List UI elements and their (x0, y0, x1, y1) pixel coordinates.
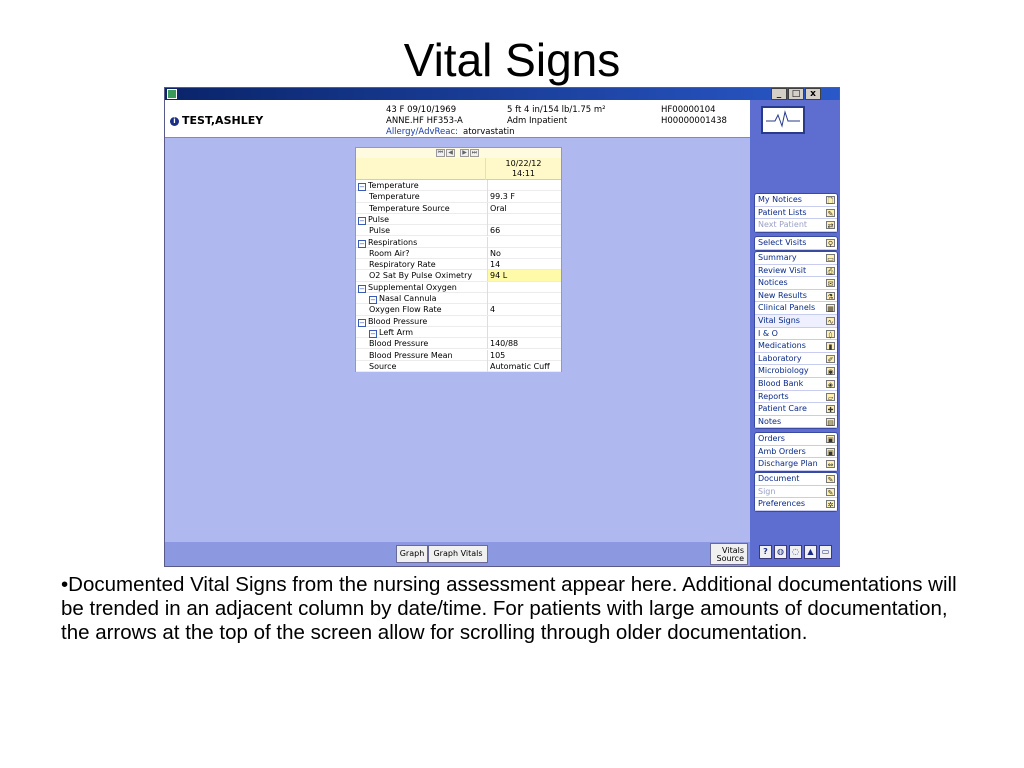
row-value (487, 327, 561, 338)
collapse-icon[interactable]: − (370, 329, 376, 338)
vitals-grid (355, 147, 562, 372)
row-label-text: Nasal Cannula (379, 294, 437, 303)
bottom-toolbar (165, 542, 750, 566)
sidebar-item-label: New Results (758, 290, 807, 300)
row-label (369, 248, 410, 259)
sidebar-item-next-patient (755, 219, 837, 232)
column-time: 14:11 (511, 169, 536, 178)
grid-data-row[interactable] (356, 270, 561, 281)
sidebar-item-review-visit[interactable] (755, 265, 837, 278)
grid-data-row[interactable] (356, 304, 561, 315)
slide-title: Vital Signs (403, 34, 621, 86)
sidebar-item-document[interactable] (755, 473, 837, 486)
collapse-icon[interactable]: − (359, 239, 365, 248)
row-value: 4 (487, 304, 561, 315)
sidebar-item-sign (755, 486, 837, 499)
collapse-icon[interactable]: − (359, 318, 365, 327)
blood-bank-icon: ◈ (827, 380, 834, 389)
row-value (487, 282, 561, 293)
row-label (369, 293, 437, 304)
row-label-text: Temperature (368, 181, 419, 190)
column-date: 10/22/12 (505, 159, 542, 168)
row-label-text: Room Air? (369, 248, 410, 258)
graph-vitals-button[interactable]: Graph Vitals (428, 545, 488, 563)
sidebar-item-label: I & O (758, 328, 778, 338)
tool-4-button[interactable]: ▲ (804, 545, 817, 559)
grid-data-row[interactable] (356, 203, 561, 214)
collapse-icon[interactable]: − (359, 216, 365, 225)
close-button[interactable]: x (805, 88, 821, 100)
prev-page-icon[interactable]: ◀ (446, 149, 455, 157)
my-notices-icon: 🗋 (827, 197, 834, 205)
sidebar-item-label: My Notices (758, 195, 802, 204)
sidebar-item-i-o[interactable] (755, 328, 837, 341)
help-button[interactable]: ? (759, 545, 772, 559)
patient-care-icon: ✚ (827, 406, 834, 415)
row-label-text: Oxygen Flow Rate (369, 305, 442, 315)
row-label (358, 214, 389, 225)
heartbeat-icon (763, 108, 803, 132)
row-value: No (487, 248, 561, 259)
vitals-source-line2: Source (716, 554, 744, 563)
grid-group-row[interactable] (356, 293, 561, 304)
row-label (369, 350, 453, 361)
sidebar-item-microbiology[interactable] (755, 365, 837, 378)
row-label (369, 259, 436, 270)
graph-button[interactable]: Graph (396, 545, 428, 563)
row-label-text: Pulse (368, 214, 390, 224)
mrn-2: H00000001438 (661, 116, 727, 126)
sidebar-item-summary[interactable] (755, 252, 837, 265)
grid-nav-row (356, 148, 561, 158)
grid-group-row[interactable] (356, 282, 561, 293)
sidebar-item-label: Next Patient (758, 220, 808, 230)
sidebar-group (754, 193, 838, 233)
sidebar-item-label: Medications (758, 341, 806, 351)
sidebar-item-label: Document (758, 474, 800, 483)
app-icon (167, 89, 177, 99)
grid-data-row[interactable] (356, 248, 561, 259)
row-label-text: O2 Sat By Pulse Oximetry (369, 271, 473, 281)
row-label-text: Respirations (368, 237, 418, 247)
row-label (369, 191, 420, 202)
row-label-text: Source (369, 361, 397, 371)
next-page-icon[interactable]: ▶ (460, 149, 469, 157)
row-value: 14 (487, 259, 561, 270)
sidebar-item-patient-care[interactable] (755, 403, 837, 416)
info-icon[interactable]: i (170, 117, 179, 126)
sidebar-item-patient-lists[interactable] (755, 207, 837, 220)
sidebar-item-blood-bank[interactable] (755, 378, 837, 391)
sidebar-item-vital-signs[interactable] (755, 315, 837, 328)
sidebar-item-label: Summary (758, 253, 797, 262)
review-visit-icon: ⎙ (827, 267, 834, 276)
sidebar-item-label: Patient Lists (758, 207, 807, 217)
sidebar-item-label: Preferences (758, 499, 806, 509)
sidebar-item-label: Amb Orders (758, 446, 806, 456)
reports-icon: ▱ (827, 393, 834, 402)
grid-group-row[interactable] (356, 316, 561, 327)
slide-caption: •Documented Vital Signs from the nursing assessment appear here. Additional documentations will be trended in an adjacent column by date/time. For patients with large amounts of documentation, the arrows at the top of the screen allow for scrolling through older documentation. (61, 573, 957, 645)
row-label (358, 282, 457, 293)
patient-name[interactable] (170, 114, 263, 127)
sidebar-group (754, 251, 838, 429)
laboratory-icon: ✐ (827, 355, 834, 364)
discharge-plan-icon: ⇔ (827, 461, 834, 470)
collapse-icon[interactable]: − (359, 183, 365, 191)
row-label (369, 304, 442, 315)
sign-icon: ✎ (827, 488, 834, 497)
row-label-text: Supplemental Oxygen (368, 282, 457, 292)
row-value (487, 237, 561, 248)
sidebar-item-amb-orders[interactable] (755, 446, 837, 459)
row-value: Oral (487, 203, 561, 214)
row-value: 99.3 F (487, 191, 561, 202)
sidebar-item-my-notices[interactable] (755, 194, 837, 207)
row-value: 94 L (487, 270, 561, 281)
row-label (358, 316, 427, 327)
sidebar-item-preferences[interactable] (755, 498, 837, 511)
medications-icon: ▮ (826, 342, 835, 350)
allergy-label[interactable]: Allergy/AdvReac: (386, 127, 458, 137)
row-label (358, 180, 419, 191)
row-value (487, 180, 561, 191)
new-results-icon: ⚗ (827, 292, 834, 301)
row-label-text: Respiratory Rate (369, 260, 436, 270)
tool-2-button[interactable]: ◍ (774, 545, 787, 559)
sidebar-item-medications[interactable] (755, 340, 837, 353)
microbiology-icon: ◉ (827, 368, 834, 377)
notes-icon: ▤ (827, 418, 834, 427)
patient-location: ANNE.HF HF353-A (386, 116, 463, 126)
minimize-button[interactable]: _ (771, 88, 787, 100)
row-value: 140/88 (487, 338, 561, 349)
vital-signs-icon: ∿ (827, 317, 834, 326)
grid-group-row[interactable] (356, 237, 561, 248)
row-label-text: Blood Pressure (368, 316, 428, 326)
row-value: 105 (487, 350, 561, 361)
vitals-source-button[interactable] (710, 543, 748, 565)
sidebar-item-label: Blood Bank (758, 378, 804, 388)
maximize-button[interactable]: □ (788, 88, 804, 100)
navigation-sidebar (750, 100, 840, 566)
collapse-icon[interactable]: − (359, 284, 365, 293)
row-label (369, 338, 428, 349)
sidebar-item-label: Clinical Panels (758, 303, 816, 313)
patient-lists-icon: ✎ (827, 209, 834, 218)
sidebar-item-label: Select Visits (758, 238, 807, 247)
row-value (487, 316, 561, 327)
sidebar-item-label: Notices (758, 278, 788, 288)
grid-data-row[interactable] (356, 191, 561, 202)
notices-icon: ✉ (827, 280, 834, 289)
patient-status: Adm Inpatient (507, 116, 568, 126)
grid-data-row[interactable] (356, 361, 561, 372)
grid-group-row[interactable] (356, 180, 561, 191)
patient-demographics: 43 F 09/10/1969 (386, 105, 457, 115)
sidebar-item-discharge-plan[interactable] (755, 458, 837, 471)
row-value: Automatic Cuff (487, 361, 561, 372)
row-value (487, 214, 561, 225)
sidebar-item-orders[interactable] (755, 433, 837, 446)
next-patient-icon: ⇄ (827, 222, 834, 231)
sidebar-item-label: Notes (758, 416, 782, 426)
sidebar-item-reports[interactable] (755, 391, 837, 404)
i-o-icon: ◊ (826, 330, 835, 338)
sidebar-group (754, 432, 838, 472)
preferences-icon: ✲ (827, 501, 834, 510)
row-label-text: Temperature Source (369, 203, 450, 213)
sidebar-item-label: Laboratory (758, 353, 802, 363)
sidebar-item-notices[interactable] (755, 277, 837, 290)
row-label (369, 225, 390, 236)
sidebar-group (754, 236, 838, 251)
grid-group-row[interactable] (356, 214, 561, 225)
document-icon: ✎ (827, 476, 834, 484)
patient-measurements: 5 ft 4 in/154 lb/1.75 m² (507, 105, 606, 115)
patient-banner (165, 100, 750, 138)
grid-data-row[interactable] (356, 338, 561, 349)
sidebar-item-label: Review Visit (758, 265, 807, 275)
row-label-text: Pulse (369, 226, 391, 236)
sidebar-item-clinical-panels[interactable] (755, 302, 837, 315)
app-window (164, 87, 840, 567)
sidebar-item-new-results[interactable] (755, 290, 837, 303)
grid-data-row[interactable] (356, 225, 561, 236)
sidebar-item-label: Reports (758, 391, 789, 401)
row-label (358, 237, 417, 248)
select-visits-icon: ⚲ (827, 240, 834, 248)
orders-icon: ▣ (827, 436, 834, 444)
row-value: 66 (487, 225, 561, 236)
sidebar-item-label: Sign (758, 486, 776, 496)
mrn-1: HF00000104 (661, 105, 716, 115)
row-label-text: Temperature (369, 192, 420, 202)
collapse-icon[interactable]: − (370, 296, 376, 304)
tool-3-button[interactable]: ◌ (789, 545, 802, 559)
row-label-text: Blood Pressure Mean (369, 350, 453, 360)
patient-name-text: TEST,ASHLEY (182, 114, 264, 127)
summary-icon: ▭ (827, 255, 834, 263)
row-label (369, 203, 450, 214)
row-label (369, 327, 413, 338)
sidebar-item-notes[interactable] (755, 416, 837, 429)
clinical-panels-icon: ▦ (827, 305, 834, 314)
first-page-icon[interactable]: ⏮ (437, 149, 444, 156)
sidebar-group (754, 472, 838, 512)
row-label (369, 270, 472, 281)
tool-5-button[interactable]: ▭ (819, 545, 832, 559)
sidebar-item-label: Microbiology (758, 366, 809, 376)
amb-orders-icon: ▣ (827, 448, 834, 457)
window-titlebar (165, 88, 839, 100)
allergy-value: atorvastatin (463, 127, 515, 137)
sidebar-item-select-visits[interactable] (755, 237, 837, 250)
date-column-header[interactable] (356, 158, 561, 180)
grid-data-row[interactable] (356, 350, 561, 361)
grid-group-row[interactable] (356, 327, 561, 338)
sidebar-item-label: Orders (758, 434, 785, 443)
row-label-text: Left Arm (379, 327, 414, 337)
last-page-icon[interactable]: ⏭ (471, 149, 478, 156)
sidebar-item-label: Discharge Plan (758, 459, 818, 469)
monitor-logo (761, 106, 805, 134)
sidebar-item-label: Patient Care (758, 404, 807, 414)
sidebar-item-laboratory[interactable] (755, 353, 837, 366)
row-label (369, 361, 396, 372)
sidebar-item-label: Vital Signs (758, 315, 800, 325)
grid-data-row[interactable] (356, 259, 561, 270)
row-label-text: Blood Pressure (369, 339, 429, 349)
vitals-source-line1: Vitals (722, 546, 744, 555)
row-value (487, 293, 561, 304)
